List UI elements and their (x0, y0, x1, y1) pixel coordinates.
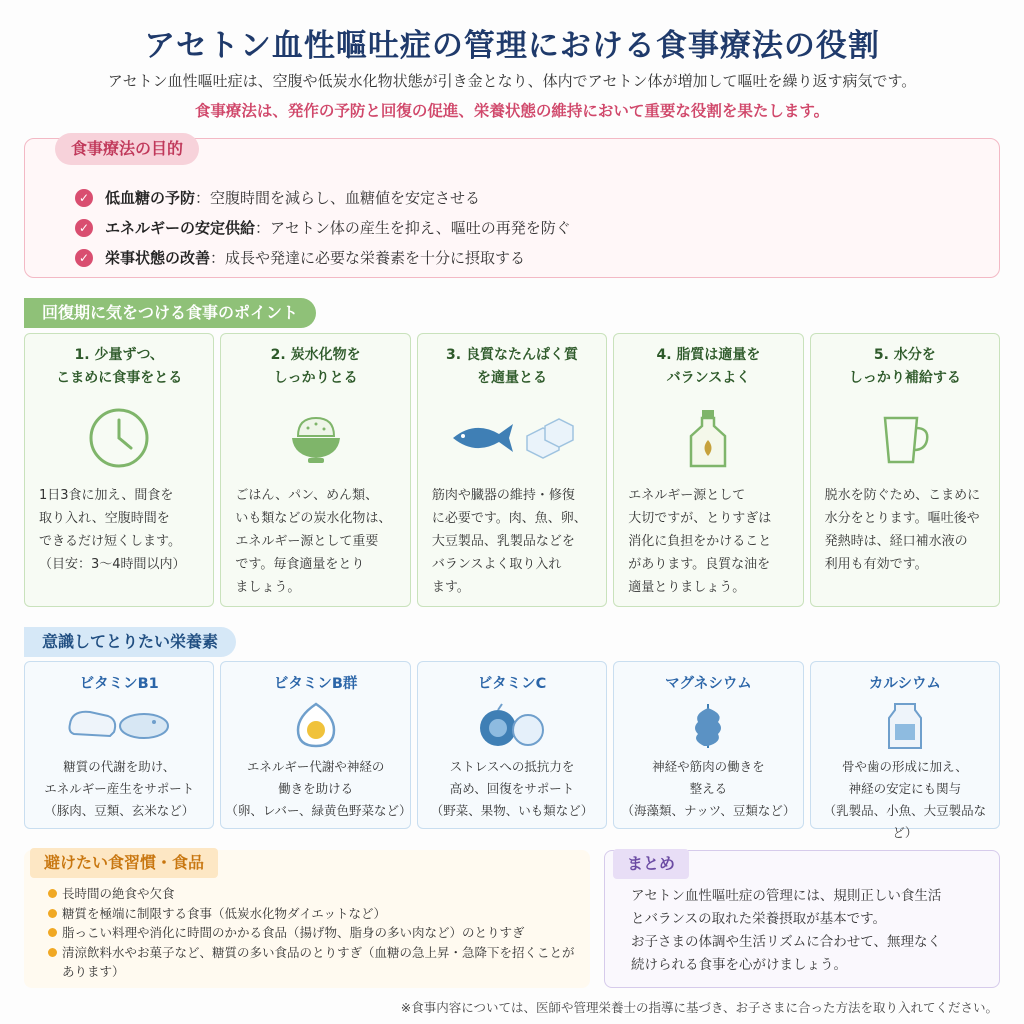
nutrient-card (810, 661, 1000, 840)
cup-icon (873, 406, 937, 474)
purpose-item-text: ：空腹時間を減らし、血糖値を安定させる (195, 189, 481, 207)
nutrient-card (613, 661, 803, 829)
fish-tofu-icon (447, 406, 577, 474)
page-title: アセトン血性嘔吐症の管理における食事療法の役割 (144, 28, 880, 64)
recovery-card (24, 333, 214, 607)
nutrient-card (417, 661, 607, 829)
recovery-card-text: 筋肉や臓器の維持・修復 に必要です。肉、魚、卵、 大豆製品、乳製品などを バランスよく取り入れ ます。 (431, 488, 587, 595)
purpose-item-label: 低血糖の予防 (105, 189, 196, 207)
avoid-list (48, 884, 578, 982)
nutrient-card-text: エネルギー代謝や神経の 働きを助ける （卵、レバー、緑黄色野菜など） (225, 759, 412, 818)
intro-emphasis: 食事療法は、発作の予防と回復の促進、栄養状態の維持において重要な役割を果たします。 (194, 102, 830, 120)
purpose-item (75, 243, 571, 273)
check-icon: ✓ (75, 189, 93, 207)
avoid-item-text: 糖質を極端に制限する食事（低炭水化物ダイエットなど） (62, 905, 387, 921)
nutrient-card-text: 骨や歯の形成に加え、 神経の安定にも関与 （乳製品、小魚、大豆製品など） (823, 759, 987, 840)
purpose-box (24, 138, 1000, 278)
nutrient-cards (24, 661, 1000, 840)
nutrient-card-title: ビタミンB群 (273, 676, 358, 692)
recovery-card (810, 333, 1000, 607)
clock-icon (87, 406, 151, 474)
milk-carton-icon (885, 700, 925, 754)
recovery-card-title: 1. 少量ずつ、 こまめに食事をとる (56, 347, 183, 386)
purpose-list (75, 183, 571, 273)
recovery-card-title: 5. 水分を しっかり補給する (848, 347, 961, 386)
nutrient-card-text: 神経や筋肉の働きを 整える （海藻類、ナッツ、豆類など） (621, 759, 796, 818)
purpose-item-text: ：アセトン体の産生を抑え、嘔吐の再発を防ぐ (255, 219, 571, 237)
nutrient-card (220, 661, 410, 829)
avoid-item-text: 脂っこい料理や消化に時間のかかる食品（揚げ物、脂身の多い肉など）のとりすぎ (62, 925, 525, 940)
recovery-card-text: ごはん、パン、めん類、 いも類などの炭水化物は、 エネルギー源として重要 です。毎食適量をとり ましょう。 (235, 488, 392, 595)
purpose-item (75, 213, 571, 243)
bullet-icon (48, 889, 57, 898)
recovery-card-text: 脱水を防ぐため、こまめに 水分をとります。嘔吐後や 発熱時は、経口補水液の 利用も有効です。 (824, 488, 981, 572)
purpose-item-text: ：成長や発達に必要な栄養素を十分に摂取する (210, 249, 526, 267)
oil-bottle-icon (683, 406, 733, 474)
recovery-card (417, 333, 607, 607)
avoid-item-text: 長時間の絶食や欠食 (62, 886, 175, 901)
fruit-icon (472, 700, 552, 754)
purpose-item-label: エネルギーの安定供給 (105, 219, 256, 237)
bread-pork-icon (64, 700, 174, 748)
nutrient-card-text: ストレスへの抵抗力を 高め、回復をサポート （野菜、果物、いも類など） (430, 759, 594, 818)
recovery-cards (24, 333, 1000, 607)
rice-bowl-icon (284, 406, 348, 474)
seaweed-icon (688, 700, 728, 754)
recovery-card-text: 1日3食に加え、間食を 取り入れ、空腹時間を できるだけ短くします。 （目安：3〜4時間以内） (39, 488, 186, 572)
avoid-item (48, 923, 578, 943)
summary-box (604, 850, 1000, 988)
recovery-card-title: 4. 脂質は適量を バランスよく (656, 347, 761, 386)
avoid-item (48, 884, 578, 904)
avoid-item (48, 943, 578, 982)
recovery-heading: 回復期に気をつける食事のポイント (24, 298, 316, 328)
avoid-box (24, 850, 590, 988)
summary-heading: まとめ (613, 849, 689, 879)
intro-text: アセトン血性嘔吐症は、空腹や低炭水化物状態が引き金となり、体内でアセトン体が増加して嘔吐を繰り返す病気です。 (107, 72, 917, 90)
nutrient-card-title: マグネシウム (665, 676, 752, 692)
recovery-card (613, 333, 803, 607)
purpose-heading: 食事療法の目的 (55, 133, 199, 165)
nutrient-card-title: ビタミンC (477, 676, 547, 692)
nutrients-heading: 意識してとりたい栄養素 (24, 627, 236, 657)
nutrient-card (24, 661, 214, 829)
check-icon: ✓ (75, 219, 93, 237)
recovery-card-title: 3. 良質なたんぱく質 を適量とる (446, 347, 578, 386)
bullet-icon (48, 928, 57, 937)
nutrient-card-title: カルシウム (868, 676, 941, 692)
avoid-heading: 避けたい食習慣・食品 (30, 848, 218, 878)
purpose-item (75, 183, 571, 213)
avoid-item-text: 清涼飲料水やお菓子など、糖質の多い食品のとりすぎ（血糖の急上昇・急降下を招くことがあります） (62, 944, 575, 979)
nutrient-card-title: ビタミンB1 (79, 676, 159, 692)
purpose-item-label: 栄事状態の改善 (105, 249, 211, 267)
nutrient-card-text: 糖質の代謝を助け、 エネルギー産生をサポート （豚肉、豆類、玄米など） (44, 759, 195, 818)
check-icon: ✓ (75, 249, 93, 267)
avoid-item (48, 904, 578, 924)
summary-text: アセトン血性嘔吐症の管理には、規則正しい食生活 とバランスの取れた栄養摂取が基本です。 お子さまの体調や生活リズムに合わせて、無理なく 続けられる食事を心がけましょう。 (631, 888, 942, 973)
bullet-icon (48, 948, 57, 957)
bullet-icon (48, 909, 57, 918)
footnote: ※食事内容については、医師や管理栄養士の指導に基づき、お子さまに合った方法を取り入れてください。 (400, 1000, 998, 1015)
recovery-card-text: エネルギー源として 大切ですが、とりすぎは 消化に負担をかけること があります。良質な油を 適量とりましょう。 (628, 488, 772, 595)
recovery-card-title: 2. 炭水化物を しっかりとる (270, 347, 361, 386)
egg-icon (294, 700, 338, 754)
recovery-card (220, 333, 410, 607)
